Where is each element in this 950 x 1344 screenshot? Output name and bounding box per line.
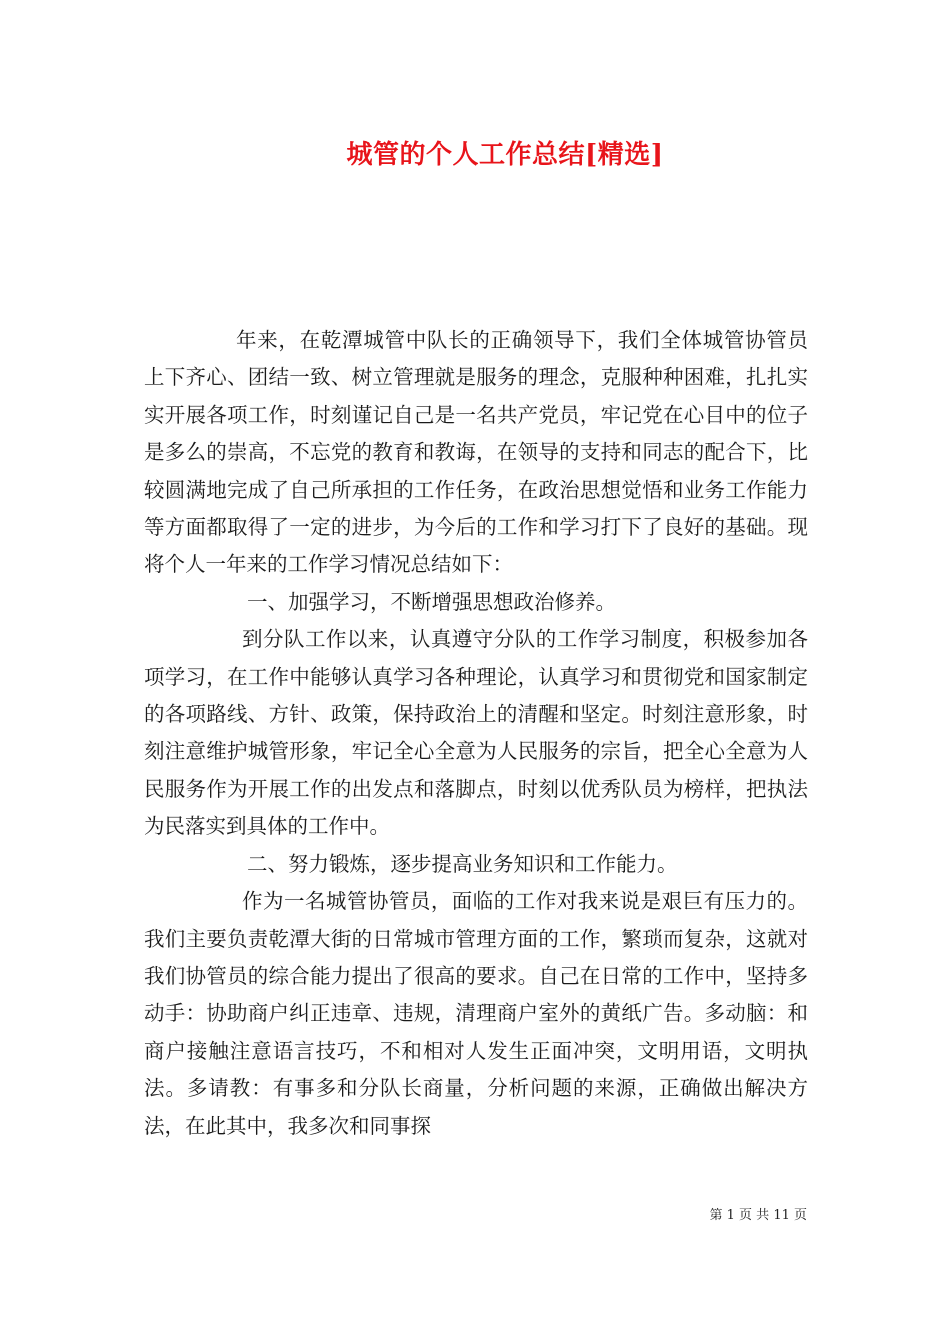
paragraph-intro: 年来，在乾潭城管中队长的正确领导下，我们全体城管协管员上下齐心、团结一致、树立管理就是服务的理念，克服种种困难，扎扎实实开展各项工作，时刻谨记自己是一名共产党员，牢记党在心目中的位子是多么的崇高，不忘党的教育和教诲，在领导的支持和同志的配合下，比较圆满地完成了自己所承担的工作任务，在政治思想觉悟和业务工作能力等方面都取得了一定的进步，为今后的工作和学习打下了良好的基础。现将个人一年来的工作学习情况总结如下：: [144, 328, 808, 577]
section-heading-1: 一、加强学习，不断增强思想政治修养。: [247, 589, 616, 614]
page-number-footer: 第 1 页 共 11 页: [709, 1208, 807, 1223]
paragraph-section-1: 到分队工作以来，认真遵守分队的工作学习制度，积极参加各项学习，在工作中能够认真学习各种理论，认真学习和贯彻党和国家制定的各项路线、方针、政策，保持政治上的清醒和坚定。时刻注意形象，时刻注意维护城管形象，牢记全心全意为人民服务的宗旨，把全心全意为人民服务作为开展工作的出发点和落脚点，时刻以优秀队员为榜样，把执法为民落实到具体的工作中。: [144, 627, 808, 839]
section-heading-2: 二、努力锻炼，逐步提高业务知识和工作能力。: [247, 851, 678, 876]
document-title: 城管的个人工作总结[精选]: [346, 140, 664, 170]
document-body: [144, 322, 808, 1145]
paragraph-section-2: 作为一名城管协管员，面临的工作对我来说是艰巨有压力的。我们主要负责乾潭大街的日常城市管理方面的工作，繁琐而复杂，这就对我们协管员的综合能力提出了很高的要求。自己在日常的工作中，坚持多动手：协助商户纠正违章、违规，清理商户室外的黄纸广告。多动脑：和商户接触注意语言技巧，不和相对人发生正面冲突，文明用语，文明执法。多请教：有事多和分队长商量，分析问题的来源，正确做出解决方法，在此其中，我多次和同事探: [144, 889, 808, 1138]
